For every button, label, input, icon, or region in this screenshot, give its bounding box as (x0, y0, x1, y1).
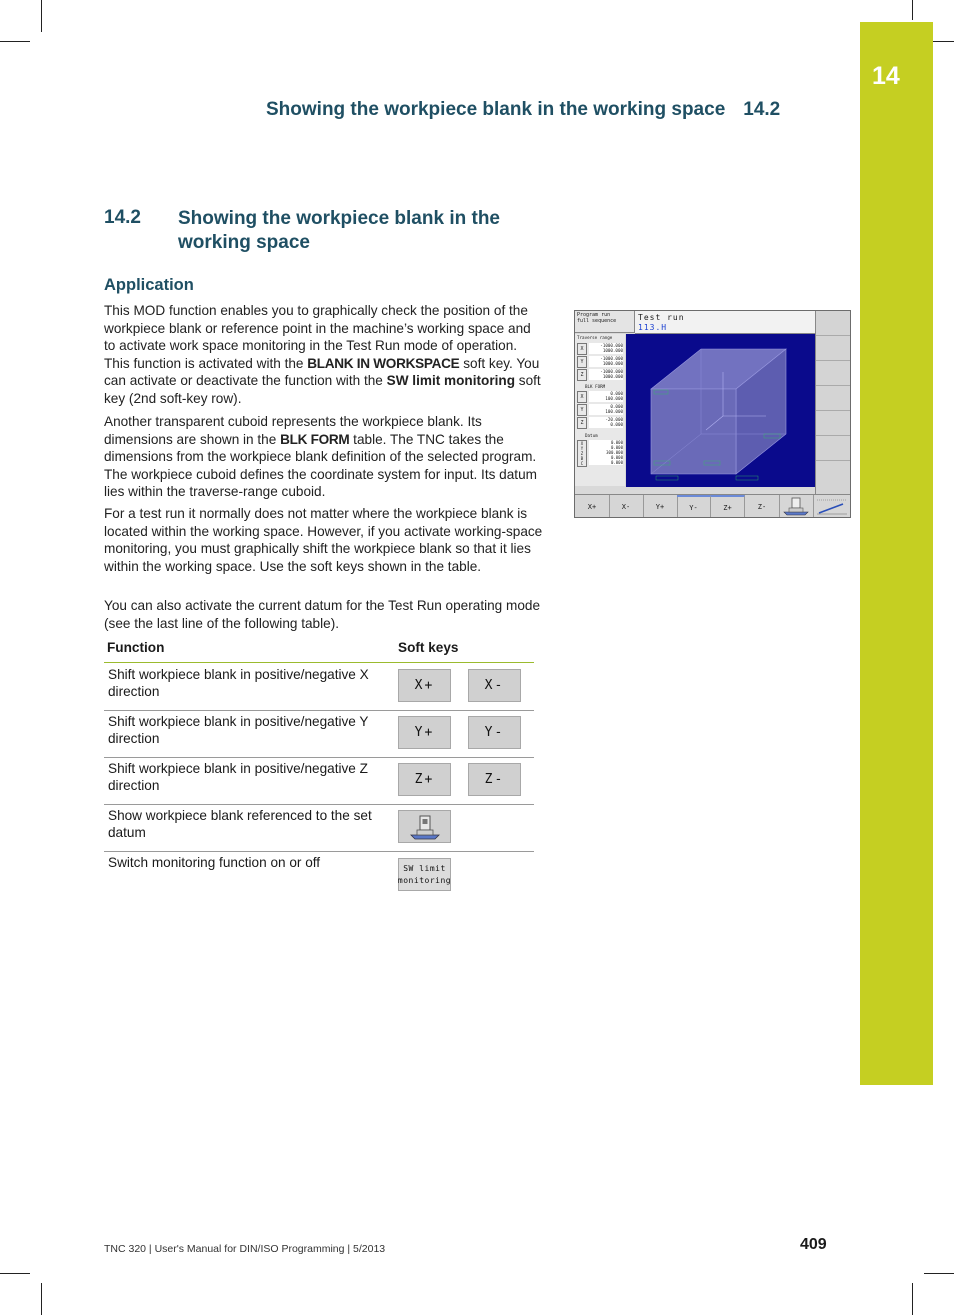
blk-y-max: 100.000 (605, 409, 623, 414)
datum-axis-z: Z (580, 451, 584, 456)
traverse-x-max: 1000.000 (602, 348, 623, 353)
datum-b-value: 0.000 (610, 455, 623, 460)
table-row-z-function: Shift workpiece blank in positive/negative Z direction (108, 761, 368, 794)
blk-axis-x: X (577, 391, 587, 403)
traverse-x-min: -1000.000 (600, 343, 623, 348)
data-panel (575, 334, 625, 486)
traverse-y-max: 1000.000 (602, 361, 623, 366)
datum-y-value: 0.000 (610, 445, 623, 450)
table-header-softkeys: Soft keys (398, 640, 459, 655)
table-row-datum-function: Show workpiece blank referenced to the set datum (108, 808, 372, 841)
running-header (266, 99, 780, 121)
datum-label: Datum (585, 433, 598, 438)
workspace-cuboid (626, 334, 815, 487)
p2-text-c: table. The TNC takes the dimensions from the workpiece blank definition of the selected program. The workpiece cuboid defines the coordinate system for input. Its datum lies within the traverse-range cuboid. (104, 431, 537, 500)
screen-softkey-y-plus: Y+ (643, 495, 678, 518)
traverse-range-label: Traverse range (577, 335, 613, 340)
x-plus-softkey: X+ (398, 669, 451, 702)
traverse-z-min: -1000.000 (600, 369, 623, 374)
datum-c-value: 0.000 (610, 460, 623, 465)
screen-softkey-z-minus: Z- (745, 495, 780, 518)
paragraph-4: You can also activate the current datum for the Test Run operating mode (see the last line of the following table). (104, 598, 541, 631)
section-number: 14.2 (104, 207, 141, 228)
table-row-divider (104, 804, 534, 805)
p1-text-a: This MOD function enables you to graphically check the position of the workpiece blank or reference point in the machine’s working space and to activate work space monitoring in the Test Run mode of operation. This function is activated with the (104, 303, 531, 371)
p2-text-a: Another transparent cuboid represents the workpiece blank. Its dimensions are shown in the (104, 414, 482, 447)
crop-mark (924, 1273, 954, 1274)
datum-icon (779, 495, 813, 518)
blk-z-max: 0.000 (610, 422, 623, 427)
blk-axis-y: Y (577, 404, 587, 416)
blk-form-term: BLK FORM (280, 431, 350, 447)
softkey-row (575, 494, 851, 518)
workspace-viewport (626, 334, 815, 487)
x-minus-softkey: X- (468, 669, 521, 702)
blk-x-min: 0.000 (610, 391, 623, 396)
crop-mark (0, 1273, 30, 1274)
screen-softkey-edit (813, 495, 851, 518)
datum-icon (405, 813, 445, 841)
z-plus-softkey: Z+ (398, 763, 451, 796)
p1-text-e: soft key (2nd soft-key row). (104, 373, 541, 406)
blk-z-min: -20.000 (605, 417, 623, 422)
mode-indicator (575, 311, 635, 333)
screen-softkey-z-plus: Z+ (711, 495, 745, 518)
traverse-values-x (589, 343, 623, 354)
traverse-values-z (589, 369, 623, 380)
blk-y-min: 0.000 (610, 404, 623, 409)
program-name: 113.H (638, 323, 668, 332)
subheading: Application (104, 276, 194, 294)
chapter-number: 14 (872, 62, 900, 90)
blk-x-max: 100.000 (605, 396, 623, 401)
datum-axis-b: B (580, 456, 584, 461)
datum-softkey (398, 810, 451, 843)
traverse-axis-x: X (577, 343, 587, 355)
blank-in-workspace-term: BLANK IN WORKSPACE (307, 355, 460, 371)
paragraph-1 (104, 302, 544, 408)
sw-limit-monitoring-softkey (398, 858, 451, 891)
mode-line-1: Program run (577, 312, 611, 318)
p1-text-c: soft key. You can activate or deactivate the function with the (104, 355, 540, 389)
crop-mark (912, 0, 913, 20)
paragraph-2 (104, 413, 544, 501)
table-row-divider (104, 710, 534, 711)
monitoring-line: monitoring (397, 875, 452, 885)
datum-axis-x: X (580, 441, 584, 446)
traverse-values-y (589, 356, 623, 367)
datum-z-value: 300.000 (606, 450, 623, 455)
table-row-divider (104, 757, 534, 758)
tnc-screenshot (574, 310, 851, 518)
y-plus-softkey: Y+ (398, 716, 451, 749)
table-row-x-function: Shift workpiece blank in positive/negative X direction (108, 667, 369, 700)
datum-axes (577, 440, 587, 467)
screen-softkey-y-minus: Y- (677, 495, 711, 518)
y-minus-softkey: Y- (468, 716, 521, 749)
traverse-z-max: 1000.000 (602, 374, 623, 379)
running-header-number: 14.2 (743, 99, 781, 120)
test-run-title: Test run (638, 313, 685, 322)
footer-text: TNC 320 | User's Manual for DIN/ISO Programming | 5/2013 (104, 1243, 386, 1255)
table-row-monitoring-function: Switch monitoring function on or off (108, 855, 321, 870)
datum-x-value: 0.000 (610, 440, 623, 445)
table-row-divider (104, 851, 534, 852)
sw-limit-line: SW limit (403, 863, 446, 873)
traverse-y-min: -1000.000 (600, 356, 623, 361)
screen-softkey-x-minus: X- (609, 495, 644, 518)
blk-values-z (589, 417, 623, 428)
table-header-function: Function (107, 640, 165, 655)
z-minus-softkey: Z- (468, 763, 521, 796)
chapter-tab (860, 22, 933, 1085)
title-bar (635, 311, 815, 334)
crop-mark (0, 41, 30, 42)
screen-softkey-datum (779, 495, 814, 518)
blk-values-x (589, 391, 623, 402)
datum-axis-y: Y (580, 446, 584, 451)
running-header-title: Showing the workpiece blank in the working space (266, 99, 726, 120)
page-number: 409 (800, 1236, 827, 1253)
blk-axis-z: Z (577, 417, 587, 429)
crop-mark (912, 1283, 913, 1315)
pencil-icon (813, 495, 851, 518)
table-row-y-function: Shift workpiece blank in positive/negative Y direction (108, 714, 369, 747)
mode-line-2: full sequence (577, 318, 617, 324)
crop-mark (41, 0, 42, 32)
traverse-axis-y: Y (577, 356, 587, 368)
traverse-axis-z: Z (577, 369, 587, 381)
section-title: Showing the workpiece blank in the working space (178, 208, 500, 253)
crop-mark (41, 1283, 42, 1315)
sw-limit-term: SW limit monitoring (386, 373, 515, 389)
vertical-softkey-bar (815, 311, 851, 494)
screen-softkey-x-plus: X+ (575, 495, 610, 518)
datum-values (589, 440, 623, 465)
paragraph-3: For a test run it normally does not matter where the workpiece blank is located within the working space. However, if you activate working-space monitoring, you must graphically shift the workpiece blank so that it lies within the working space. Use the soft keys shown in the table. (104, 506, 543, 574)
blk-form-label: BLK FORM (585, 384, 606, 389)
datum-axis-c: C (580, 461, 584, 466)
table-header-rule (104, 662, 534, 663)
blk-values-y (589, 404, 623, 415)
